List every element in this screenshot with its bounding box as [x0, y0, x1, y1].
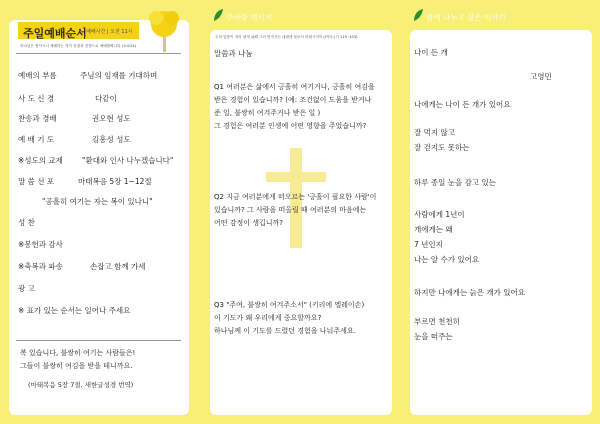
page-title: 주일예배순서: [23, 27, 87, 40]
question-line: Q2 지금 여러분에게 떠오르는 '긍흘이 필요한 사람'이: [214, 193, 377, 201]
order-label: 예배의 부름: [18, 71, 57, 80]
question-line: 하나님께 이 기도를 드렸던 경험을 나눠주세요.: [214, 327, 356, 335]
order-value: 다같이: [95, 94, 117, 103]
leaf-icon: [212, 8, 224, 22]
order-value: 김흥성 성도: [92, 135, 131, 144]
sermon-title: "공흘히 여기는 자는 복이 있나니": [42, 197, 153, 206]
poem-line: 하지만 나에게는 늙은 개가 있어요: [414, 288, 525, 297]
verse-line: 복 있습니다, 불쌍히 여기는 사람들은!: [20, 349, 136, 357]
cross-watermark: [266, 172, 326, 182]
divider: [16, 340, 181, 341]
story-header: 함께 나누고 싶은 이야기: [426, 13, 506, 22]
question-line: 있습니까? 그 사람을 떠올릴 때 여러분의 마음에는: [214, 206, 367, 214]
verse-line: 그들이 불쌍히 여김을 받을 테니까요.: [20, 362, 133, 370]
section-title: 말씀과 나눔: [214, 49, 253, 58]
question-line: 준 일, 불쌍히 여겨주거나 받은 일 ): [214, 109, 321, 117]
service-subtitle: 하나님은 영이시니 예배하는 자가 신령과 진정으로 예배할찌니라 (요4:24): [20, 44, 137, 48]
poem-line: 하루 종일 눈을 감고 있는: [414, 178, 496, 187]
poem-line: 나에게는 나이 든 개가 있어요: [414, 100, 511, 109]
order-value: 주님의 임재를 기대하며: [80, 71, 158, 80]
question-line: 그 경험은 여러분 인생에 어떤 영향을 주었습니까?: [214, 122, 367, 130]
order-label: ※축복과 파송: [18, 262, 63, 271]
divider: [16, 53, 181, 54]
question-line: Q3 "주여, 불쌍히 여겨주소서" (키리에 엘레이손): [214, 301, 365, 309]
order-value: 손잡고 함께 가세: [90, 262, 146, 271]
question-line: Q1 여러분은 삶에서 긍흘히 여기거나, 긍흘히 여김을: [214, 83, 375, 91]
poem-line: 부르면 천천히: [414, 317, 460, 326]
order-label: ※봉헌과 감사: [18, 240, 63, 249]
leaf-icon: [412, 8, 424, 22]
story-panel: [410, 30, 592, 415]
service-time: 예배시간 | 오전 11시: [86, 29, 133, 35]
poem-author: 고영민: [530, 72, 552, 81]
tree-icon: [144, 6, 184, 52]
poem-line: 7 년인지: [414, 240, 443, 249]
poem-line: 잘 걷지도 못하는: [414, 143, 470, 152]
verse-reference: (마태복음 5장 7절, 새한글성경 번역): [28, 381, 134, 389]
poem-line: 눈을 떠주는: [414, 332, 453, 341]
poem-line: 나는 알 수가 있어요: [414, 255, 480, 264]
order-value: 마태복음 5장 1~12절: [78, 177, 152, 186]
order-label: 사 도 신 경: [18, 94, 55, 103]
poem-line: 사람에게 1년이: [414, 210, 465, 219]
order-label: 찬송과 경배: [18, 114, 57, 123]
order-value: 권오현 성도: [92, 114, 131, 123]
order-label: 광 고: [18, 284, 35, 293]
title-box: [18, 22, 139, 39]
question-line: 어떤 감정이 생깁니까?: [214, 219, 284, 227]
message-subtitle: 주의 말씀이 저의 내게 위해 그리 만지시는 내집에 볼보다 어떠시지이나이다.(시 119 :103): [215, 35, 358, 39]
order-label: 예 배 기 도: [18, 135, 55, 144]
order-label: 성 찬: [18, 218, 35, 227]
poem-title: 나이 든 개: [414, 48, 448, 57]
standing-note: ※ 표가 있는 순서는 일어나 주세요: [18, 306, 131, 315]
poem-line: 잘 먹지 않고: [414, 128, 455, 137]
order-label: ※성도의 교제: [18, 156, 63, 165]
question-line: 받은 경험이 있습니까? (예: 조건없이 도움을 받거나: [214, 96, 372, 104]
message-header: 주사랑 메시지: [226, 13, 272, 22]
order-value: "환대와 인사 나누겠습니다": [82, 156, 174, 165]
order-label: 말 씀 선 포: [18, 177, 55, 186]
poem-line: 개에게는 왜: [414, 225, 453, 234]
question-line: 이 기도가 왜 우리에게 중요할까요?: [214, 314, 322, 322]
